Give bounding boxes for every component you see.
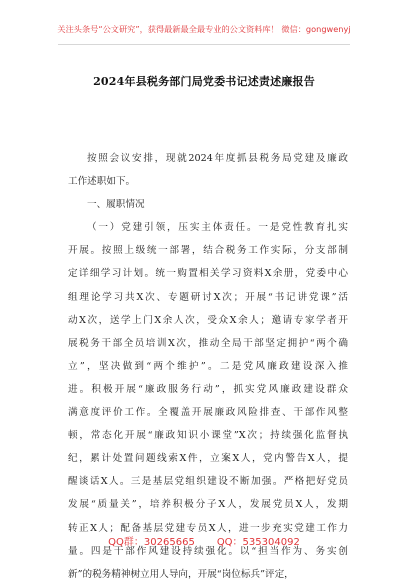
paragraph-line: 展税务干部全员培训X次，推动全局干部坚定拥护“两个确 — [68, 337, 348, 349]
paragraph-line: 进。积极开展“廉政服务行动”，抓实党风廉政建设群众 — [68, 383, 348, 395]
paragraph-line: 一、履职情况 — [87, 199, 145, 211]
document-body — [68, 147, 348, 580]
paragraph-line: 醒谈话X人。三是基层党组织建设不断加强。严格把好党员 — [68, 476, 348, 488]
paragraph-line: 纪，累计处置问题线索X件，立案X人，党内警告X人，提 — [68, 453, 348, 465]
paragraph-line: 顿，常态化开展“廉政知识小课堂”X次；持续强化监督执 — [68, 430, 348, 442]
document-title: 2024年县税务部门局党委书记述责述廉报告 — [93, 75, 315, 88]
paragraph-line: 发展“质量关”，培养积极分子X人，发展党员X人，发期 — [68, 499, 348, 511]
paragraph-line: 工作述职如下。 — [68, 176, 136, 188]
header-divider — [58, 44, 350, 45]
paragraph-line: （一）党建引领，压实主体责任。一是党性教育扎实 — [87, 222, 348, 234]
paragraph-line: 满意度评价工作。全覆盖开展廉政风险排查、干部作风整 — [68, 407, 348, 419]
header-notice: 关注头条号“公文研究”，获得最新最全最专业的公文资料库！ 微信：gongwenyj — [57, 24, 351, 34]
paragraph-line: 定详细学习计划。统一购置相关学习资料X余册，党委中心 — [68, 268, 348, 280]
paragraph-line: 新”的税务精神树立用人导向，开展“岗位标兵”评定， — [68, 568, 294, 580]
paragraph-line: 立”，坚决做到“两个维护”。二是党风廉政建设深入推 — [68, 360, 348, 372]
footer-qq-group: QQ群：30265665 — [108, 537, 195, 548]
footer-qq: QQ：535304092 — [216, 537, 300, 548]
paragraph-line: 开展。按照上级统一部署，结合税务工作实际，分支部制 — [68, 245, 348, 257]
paragraph-line: 量。四是干部作风建设持续强化。以“担当作为、务实创 — [68, 545, 348, 557]
footer-contact — [0, 533, 408, 548]
paragraph-line: 转正X人；配备基层党建专员X人，进一步充实党建工作力 — [68, 522, 348, 534]
paragraph-line: 组理论学习共X次、专题研讨X次；开展“书记讲党课”活 — [68, 291, 348, 303]
paragraph-line: 按照会议安排，现就2024年度抓县税务局党建及廉政 — [87, 153, 348, 164]
paragraph-line: 动X次，送学上门X余人次，受众X余人；邀请专家学者开 — [68, 314, 348, 326]
